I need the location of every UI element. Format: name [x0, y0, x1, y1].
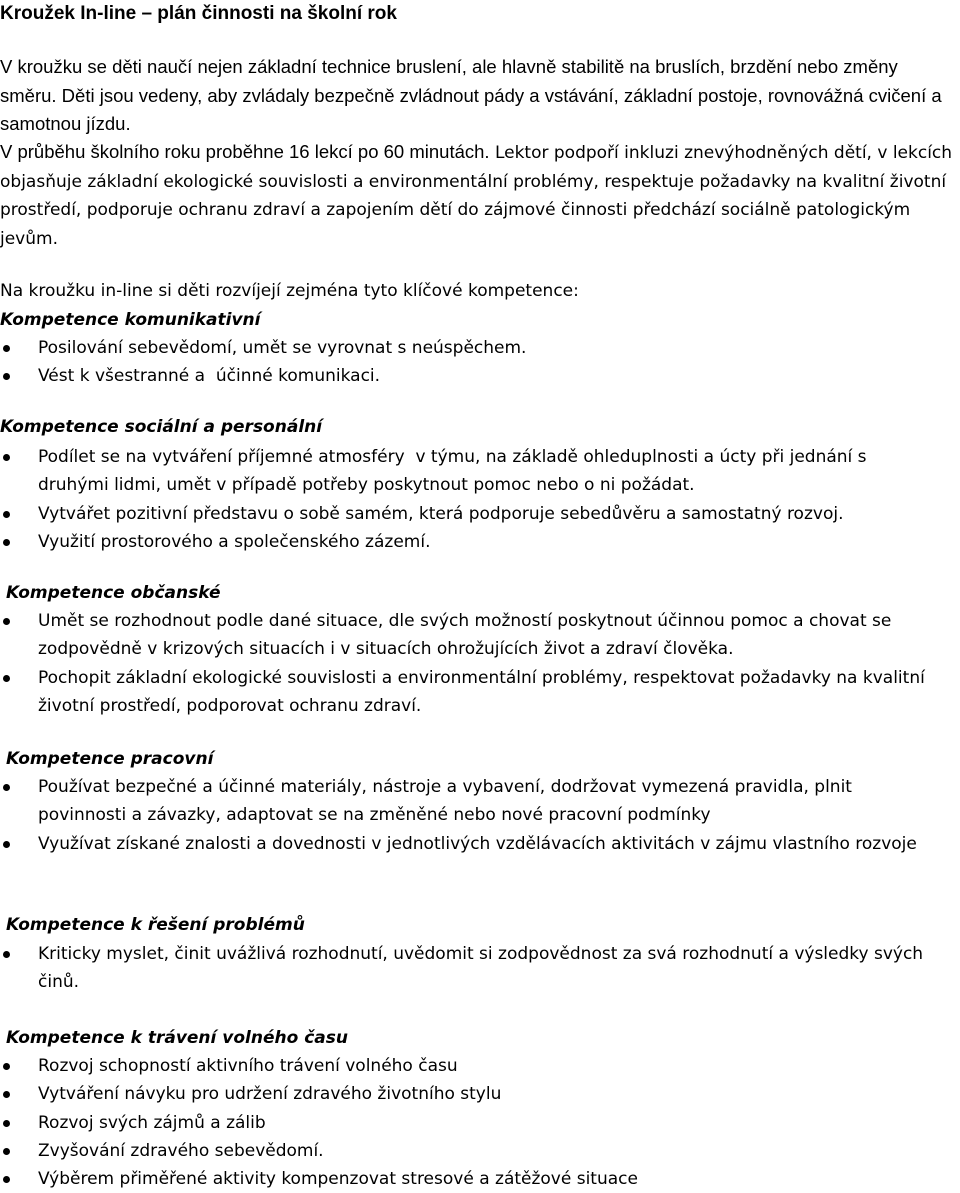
- list-item: Zvyšování zdravého sebevědomí.: [0, 1137, 950, 1165]
- competences-intro: Na kroužku in-line si děti rozvíjejí zejména tyto klíčové kompetence:: [0, 281, 579, 301]
- list-item: Vytvářet pozitivní představu o sobě samém, která podporuje sebedůvěru a samostatný rozvoj.: [0, 500, 920, 528]
- list-social-personal: [0, 443, 920, 556]
- list-item: Rozvoj svých zájmů a zálib: [0, 1109, 950, 1137]
- list-item: Vést k všestranné a účinné komunikaci.: [0, 362, 940, 390]
- section-heading-problem-solving: Kompetence k řešení problémů: [6, 915, 305, 935]
- document-title: Kroužek In-line – plán činnosti na školní rok: [0, 3, 397, 24]
- bullet-icon: [3, 539, 10, 546]
- list-item: Podílet se na vytváření příjemné atmosféry v týmu, na základě ohleduplnosti a úcty při jednání s druhými lidmi, umět v případě potřeby poskytnout pomoc nebo o ni požádat.: [0, 443, 920, 500]
- list-item: Vytváření návyku pro udržení zdravého životního stylu: [0, 1080, 950, 1108]
- list-item: Umět se rozhodnout podle dané situace, dle svých možností poskytnout účinnou pomoc a chovat se zodpovědně v krizových situacích i v situacích ohrožujících život a zdraví člověka.: [0, 607, 960, 664]
- bullet-icon: [3, 1176, 10, 1183]
- bullet-icon: [3, 511, 10, 518]
- bullet-icon: [3, 951, 10, 958]
- bullet-icon: [3, 618, 10, 625]
- section-heading-civic: Kompetence občanské: [6, 583, 221, 603]
- list-civic: [0, 607, 960, 720]
- bullet-icon: [3, 345, 10, 352]
- bullet-icon: [3, 1063, 10, 1070]
- list-item: Výběrem přiměřené aktivity kompenzovat stresové a zátěžové situace: [0, 1165, 950, 1193]
- bullet-icon: [3, 784, 10, 791]
- bullet-icon: [3, 373, 10, 380]
- section-heading-social-personal: Kompetence sociální a personální: [0, 417, 323, 437]
- list-item: Rozvoj schopností aktivního trávení volného času: [0, 1052, 950, 1080]
- section-heading-leisure: Kompetence k trávení volného času: [6, 1028, 348, 1048]
- lector-info: Lektor podpoří inkluzi znevýhodněných dětí, v lekcích objasňuje základní ekologické souvislosti a environmentální problémy, respektuje požadavky na kvalitní životní prostředí, podporuje ochranu zdraví a zapojením dětí do zájmové činnosti předchází sociálně patologickým jevům.: [0, 143, 953, 249]
- list-work: [0, 773, 930, 858]
- section-heading-work: Kompetence pracovní: [6, 749, 214, 769]
- list-problem-solving: [0, 940, 940, 997]
- bullet-icon: [3, 675, 10, 682]
- list-item: Pochopit základní ekologické souvislosti a environmentální problémy, respektovat požadavky na kvalitní životní prostředí, podporovat ochranu zdraví.: [0, 664, 960, 721]
- bullet-icon: [3, 1148, 10, 1155]
- intro-paragraph-2: [0, 138, 960, 253]
- list-item: Používat bezpečné a účinné materiály, nástroje a vybavení, dodržovat vymezená pravidla, plnit povinnosti a závazky, adaptovat se na změněné nebo nové pracovní podmínky: [0, 773, 930, 830]
- bullet-icon: [3, 454, 10, 461]
- list-item: Kriticky myslet, činit uvážlivá rozhodnutí, uvědomit si zodpovědnost za svá rozhodnutí a výsledky svých činů.: [0, 940, 940, 997]
- list-item: Posilování sebevědomí, umět se vyrovnat s neúspěchem.: [0, 334, 940, 362]
- list-item: Využívat získané znalosti a dovednosti v jednotlivých vzdělávacích aktivitách v zájmu vlastního rozvoje: [0, 830, 930, 858]
- intro-paragraph-1: V kroužku se děti naučí nejen základní technice bruslení, ale hlavně stabilitě na bruslích, brzdění nebo změny směru. Děti jsou vedeny, aby zvládaly bezpečně zvládnout pády a vstávání, základní postoje, rovnovážná cvičení a samotnou jízdu.: [0, 56, 942, 134]
- list-communicative: [0, 334, 940, 391]
- bullet-icon: [3, 1120, 10, 1127]
- list-item: Využití prostorového a společenského zázemí.: [0, 528, 920, 556]
- list-leisure: [0, 1052, 950, 1193]
- bullet-icon: [3, 841, 10, 848]
- section-heading-communicative: Kompetence komunikativní: [0, 310, 261, 330]
- lessons-info: V průběhu školního roku proběhne 16 lekcí po 60 minutách.: [0, 141, 490, 162]
- bullet-icon: [3, 1091, 10, 1098]
